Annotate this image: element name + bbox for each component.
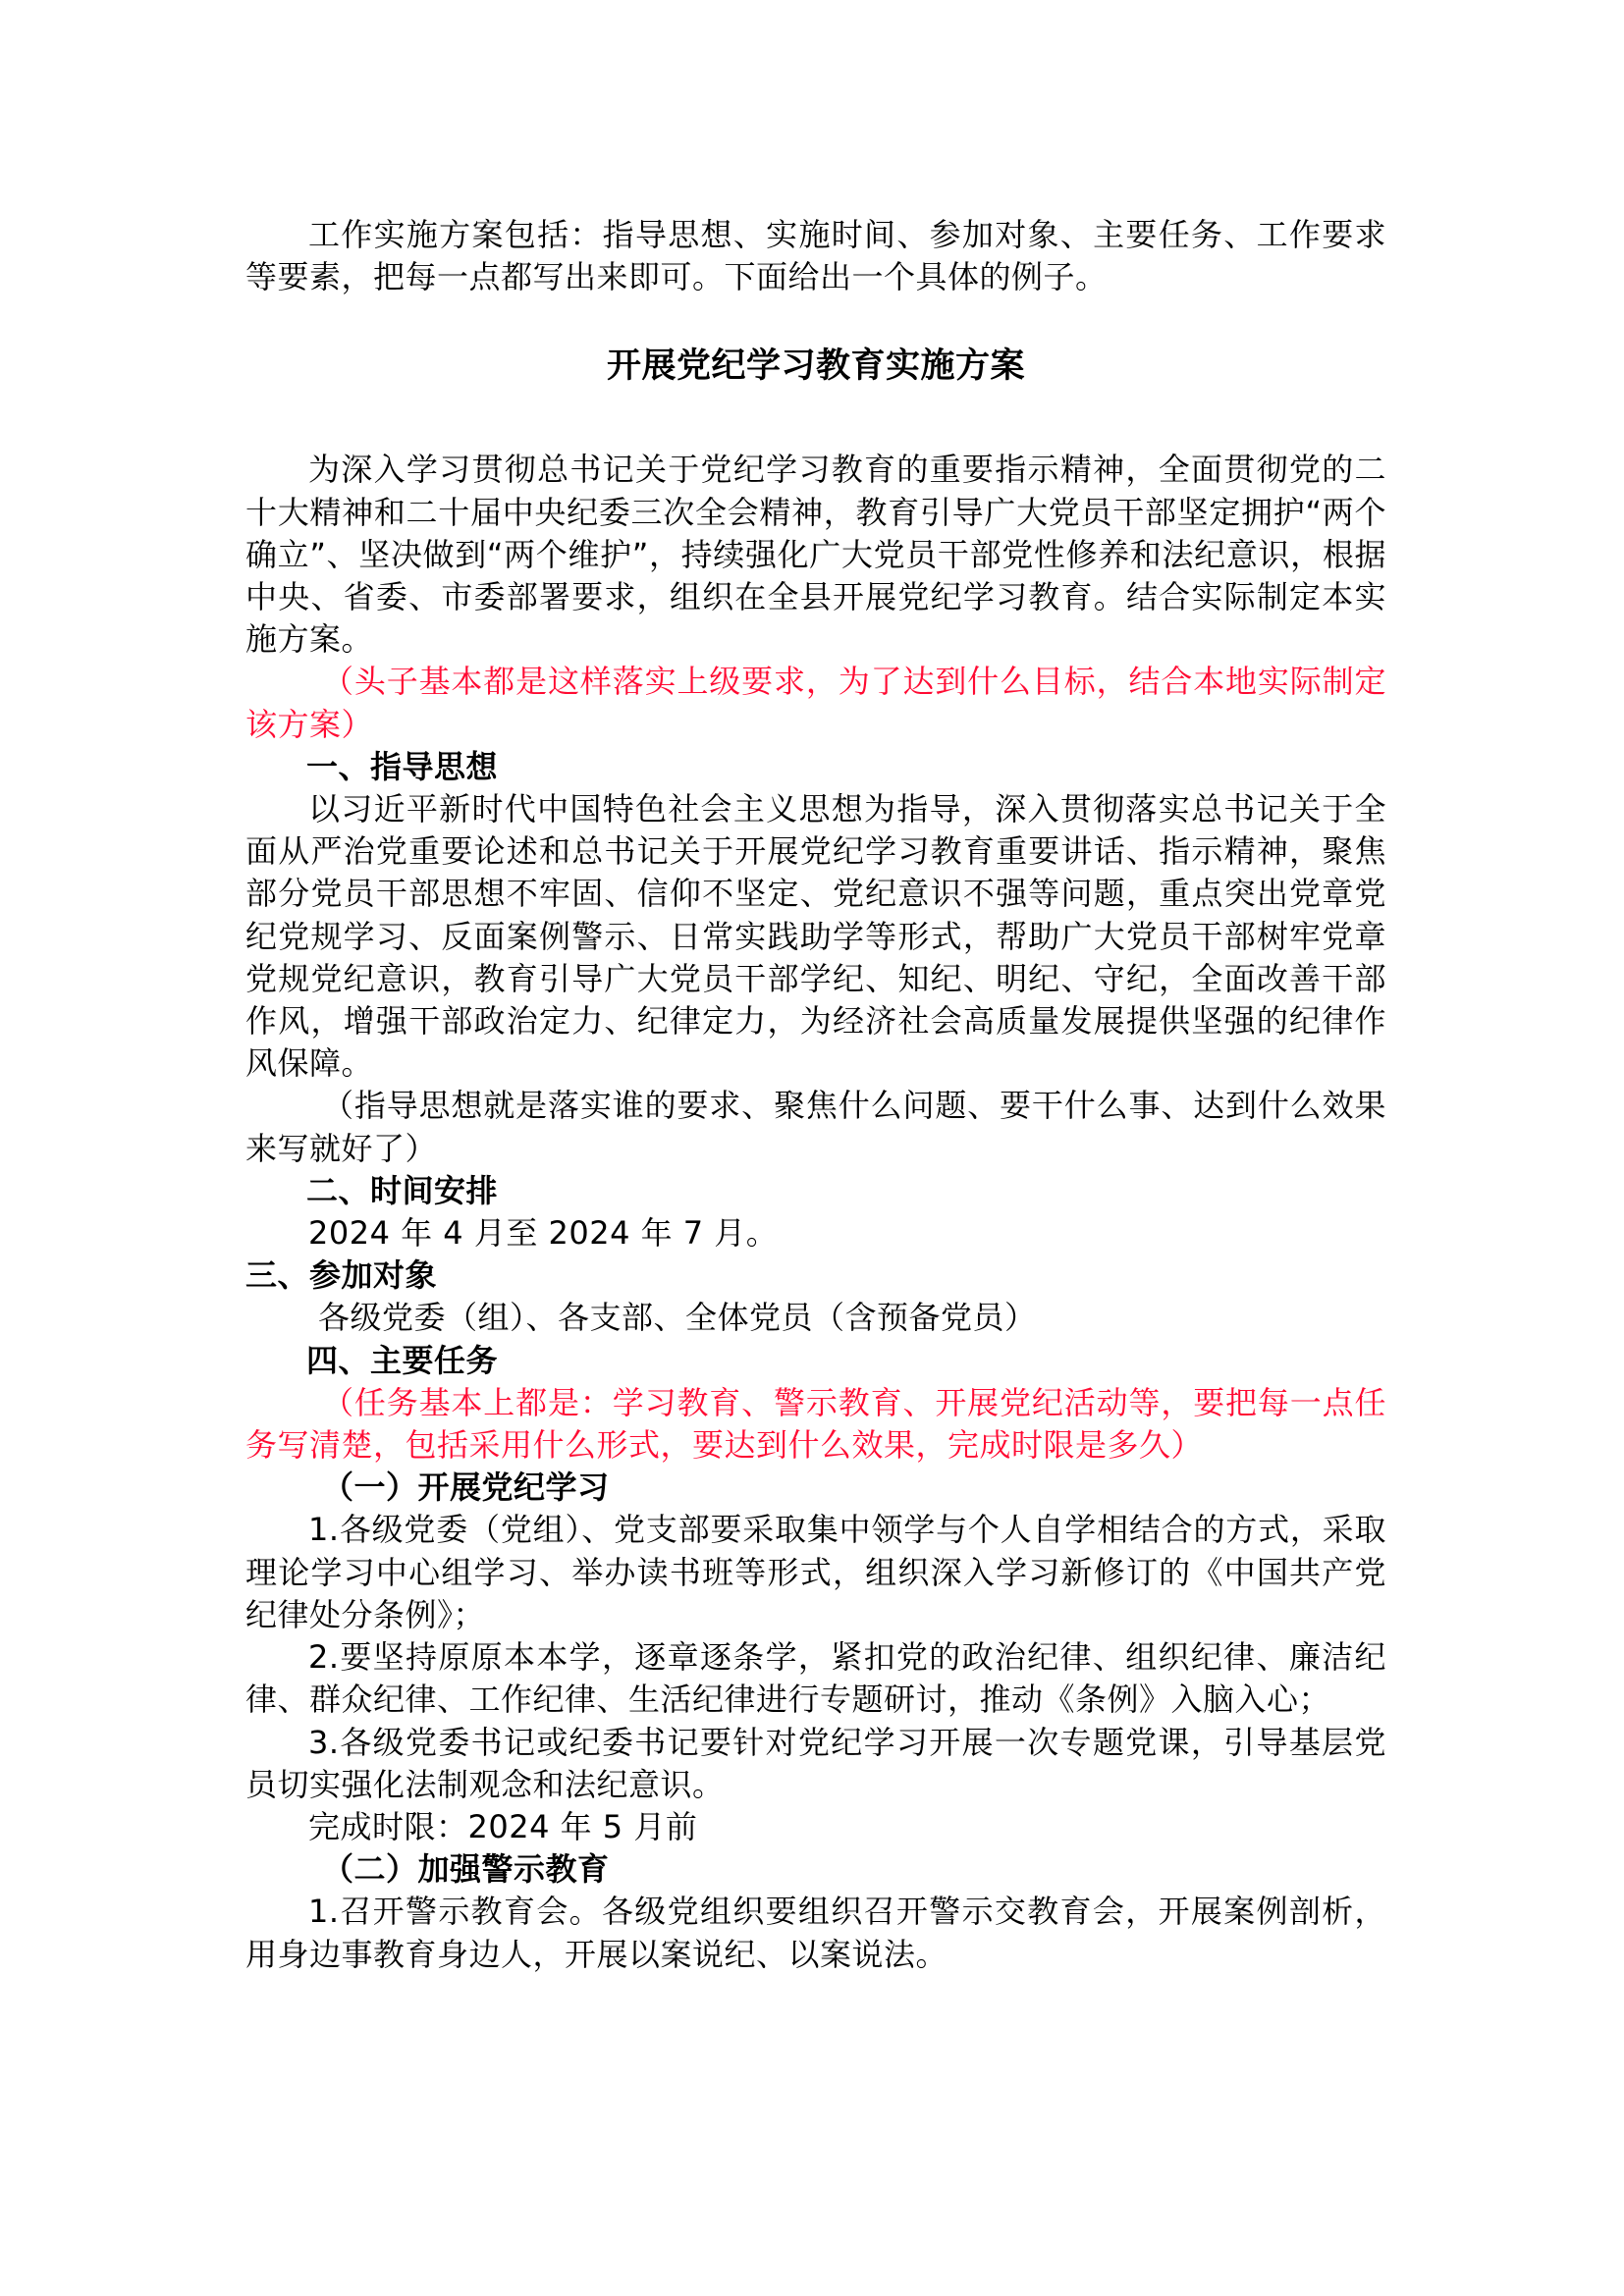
- section-body-participants: 各级党委（组）、各支部、全体党员（含预备党员）: [318, 1299, 1037, 1337]
- section-annotation-guiding-ideology: （指导思想就是落实谁的要求、聚焦什么问题、要干什么事、达到什么效果来写就好了）: [245, 1087, 1386, 1167]
- deadline-text: 完成时限：2024 年 5 月前: [308, 1807, 698, 1845]
- list-item: 1.召开警示教育会。各级党组织要组织召开警示交教育会，开展案例剖析，用身边事教育身边人，开展以案说纪、以案说法。: [245, 1893, 1386, 1973]
- section-heading-main-tasks: 四、主要任务: [306, 1341, 499, 1379]
- section-body-guiding-ideology: 以习近平新时代中国特色社会主义思想为指导，深入贯彻落实总书记关于全面从严治党重要论述和总书记关于开展党纪学习教育重要讲话、指示精神，聚焦部分党员干部思想不牢固、信仰不坚定、党纪意识不强等问题，重点突出党章党纪党规学习、反面案例警示、日常实践助学等形式，帮助广大党员干部树牢党章党规党纪意识，教育引导广大党员干部学纪、知纪、明纪、守纪，全面改善干部作风，增强干部政治定力、纪律定力，为经济社会高质量发展提供坚强的纪律作风保障。: [245, 790, 1386, 1083]
- list-item: 2.要坚持原原本本学，逐章逐条学，紧扣党的政治纪律、组织纪律、廉洁纪律、群众纪律、工作纪律、生活纪律进行专题研讨，推动《条例》入脑入心；: [245, 1638, 1386, 1719]
- subsection-heading-party-study: （一）开展党纪学习: [322, 1468, 610, 1507]
- preamble-annotation: （头子基本都是这样落实上级要求，为了达到什么目标，结合本地实际制定该方案）: [245, 663, 1386, 743]
- section-annotation-main-tasks: （任务基本上都是：学习教育、警示教育、开展党纪活动等，要把每一点任务写清楚，包括采用什么形式，要达到什么效果，完成时限是多久）: [245, 1383, 1386, 1465]
- subsection-heading-warning-education: （二）加强警示教育: [322, 1850, 610, 1889]
- section-body-schedule: 2024 年 4 月至 2024 年 7 月。: [308, 1214, 779, 1253]
- list-item: 3.各级党委书记或纪委书记要针对党纪学习开展一次专题党课，引导基层党员切实强化法制观念和法纪意识。: [245, 1723, 1386, 1803]
- section-heading-participants: 三、参加对象: [245, 1256, 438, 1295]
- document-title: 开展党纪学习教育实施方案: [606, 347, 1025, 387]
- preamble-paragraph: 为深入学习贯彻总书记关于党纪学习教育的重要指示精神，全面贯彻党的二十大精神和二十届中央纪委三次全会精神，教育引导广大党员干部坚定拥护“两个确立”、坚决做到“两个维护”，持续强化广大党员干部党性修养和法纪意识，根据中央、省委、市委部署要求，组织在全县开展党纪学习教育。结合实际制定本实施方案。: [245, 451, 1386, 659]
- intro-paragraph: 工作实施方案包括：指导思想、实施时间、参加对象、主要任务、工作要求等要素，把每一点都写出来即可。下面给出一个具体的例子。: [245, 216, 1386, 296]
- section-heading-schedule: 二、时间安排: [306, 1171, 499, 1209]
- section-heading-guiding-ideology: 一、指导思想: [306, 747, 499, 785]
- list-item: 1.各级党委（党组）、党支部要采取集中领学与个人自学相结合的方式，采取理论学习中心组学习、举办读书班等形式，组织深入学习新修订的《中国共产党纪律处分条例》；: [245, 1511, 1386, 1633]
- document-page: [245, 214, 1386, 1976]
